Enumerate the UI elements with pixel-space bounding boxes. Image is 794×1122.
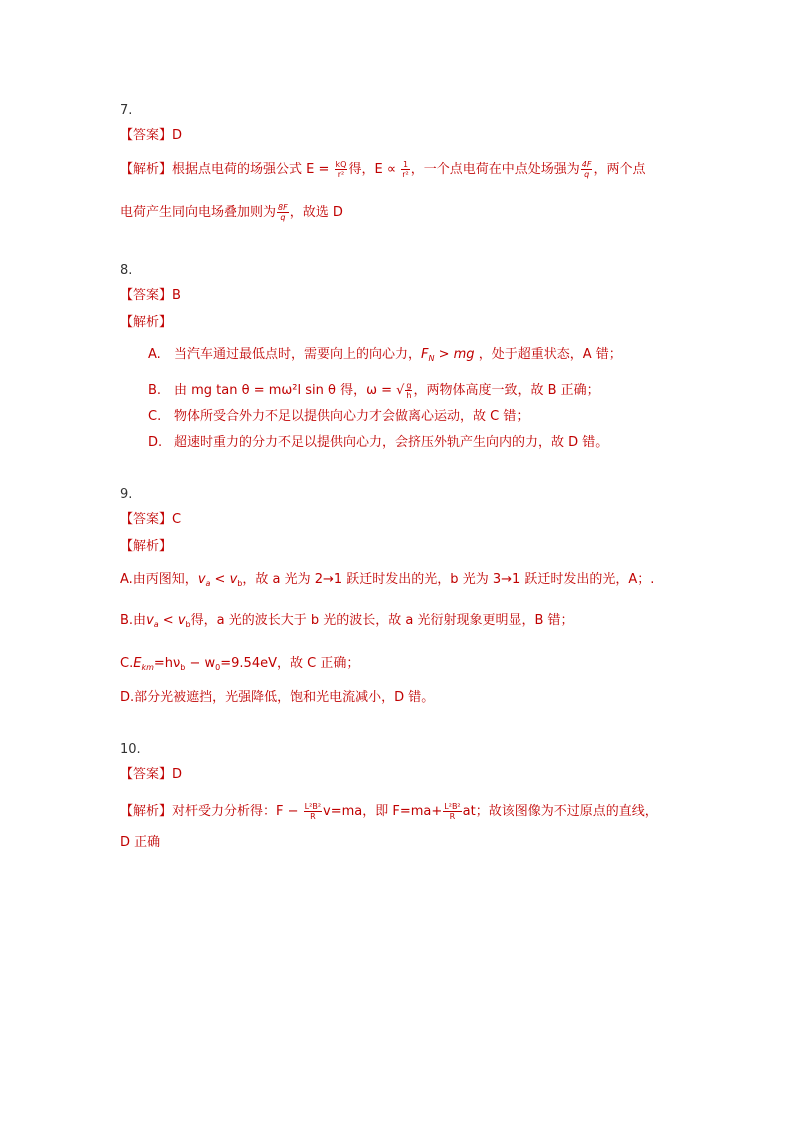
q7-analysis-text: ，故选 D <box>289 205 343 220</box>
option-text: C. <box>120 656 134 671</box>
q7-analysis-text: 得，E ∝ <box>348 162 397 177</box>
formula-text: E <box>133 656 142 671</box>
fraction-numerator: L²B² <box>304 802 322 811</box>
q9-analysis-label: 【解析】 <box>120 539 173 554</box>
fraction-numerator: 4F <box>581 160 592 169</box>
formula-subscript: 0 <box>215 663 221 672</box>
q8-number: 8. <box>120 263 133 278</box>
formula-subscript: b <box>185 620 191 629</box>
option-text: =9.54eV，故 C 正确； <box>220 656 360 671</box>
q10-analysis-text: 对杆受力分析得：F − <box>172 804 299 819</box>
fraction-denominator: q <box>584 170 590 179</box>
q9-number: 9. <box>120 487 133 502</box>
q7-analysis-label: 【解析】 <box>120 162 173 177</box>
q10-analysis <box>120 802 658 821</box>
option-label: C. <box>148 409 162 424</box>
q7-fraction-8f <box>277 203 289 222</box>
q9-answer: 【答案】C <box>120 512 182 527</box>
q7-fraction-1 <box>401 160 410 179</box>
option-text: ，两物体高度一致，故 B 正确； <box>413 383 600 398</box>
option-label: B. <box>148 383 162 398</box>
formula-text: > mg <box>434 347 475 362</box>
fraction-numerator: 8F <box>278 203 288 212</box>
fraction-numerator: L²B² <box>444 802 461 811</box>
formula-subscript: b <box>180 663 186 672</box>
formula-text: < <box>210 572 230 587</box>
fraction-denominator: R <box>449 812 456 821</box>
q9-option-a <box>120 571 654 593</box>
q8-fraction-g-h <box>405 381 412 400</box>
option-text: 当汽车通过最低点时，需要向上的向心力， <box>174 347 422 362</box>
q7-fraction-kq <box>335 160 348 179</box>
q7-analysis-text: 电荷产生同向电场叠加则为 <box>120 205 277 220</box>
option-text: 得，a 光的波长大于 b 光的波长，故 a 光衍射现象更明显，B 错； <box>190 613 574 628</box>
q10-answer: 【答案】D <box>120 767 183 782</box>
formula-subscript: a <box>153 620 159 629</box>
formula-text: v <box>146 613 154 628</box>
option-text: ，处于超重状态，A 错； <box>474 347 622 362</box>
fraction-numerator: 1 <box>402 160 409 169</box>
formula-subscript: km <box>141 663 154 672</box>
q10-analysis-text: v=ma，即 F=ma+ <box>323 804 443 819</box>
formula-text: v <box>197 572 206 587</box>
q10-analysis-text: at；故该图像为不过原点的直线， <box>462 804 658 819</box>
q10-fraction-2 <box>443 802 461 821</box>
q7-analysis-text: 根据点电荷的场强公式 E = <box>172 162 330 177</box>
q8-analysis-label: 【解析】 <box>120 315 173 330</box>
fraction-numerator: kQ <box>335 160 347 169</box>
q10-fraction-1 <box>304 802 322 821</box>
formula-text: < <box>158 613 178 628</box>
formula-text: F <box>421 347 429 362</box>
option-text: 由 mg tan θ = mω²l sin θ 得，ω = √ <box>174 383 405 398</box>
option-text: B.由 <box>120 613 147 628</box>
option-text: ，故 a 光为 2→1 跃迁时发出的光，b 光为 3→1 跃迁时发出的光，A；. <box>242 572 655 587</box>
fraction-denominator: R <box>310 812 316 821</box>
q9-option-b <box>120 612 574 634</box>
q7-analysis <box>120 160 645 179</box>
option-label: D. <box>148 435 163 450</box>
fraction-denominator: r² <box>337 170 345 179</box>
formula-subscript: a <box>205 579 211 588</box>
q7-analysis-line2 <box>120 203 343 222</box>
q7-analysis-text: ，两个点 <box>593 162 646 177</box>
option-label: A. <box>148 347 161 362</box>
fraction-denominator: r² <box>402 170 409 179</box>
formula-subscript: N <box>428 354 435 363</box>
q7-answer: 【答案】D <box>120 128 183 143</box>
option-text: 超速时重力的分力不足以提供向心力，会挤压外轨产生向内的力，故 D 错。 <box>174 435 609 450</box>
q9-option-d: D.部分光被遮挡，光强降低，饱和光电流减小，D 错。 <box>120 690 435 705</box>
q10-number: 10. <box>120 742 141 757</box>
option-text: 物体所受合外力不足以提供向心力才会做离心运动，故 C 错； <box>174 409 530 424</box>
fraction-denominator: h <box>406 391 412 400</box>
q9-option-c <box>120 655 359 677</box>
formula-text: v <box>177 613 186 628</box>
q8-answer: 【答案】B <box>120 288 181 303</box>
q10-analysis-line2: D 正确 <box>120 835 161 850</box>
q10-analysis-label: 【解析】 <box>120 804 173 819</box>
q8-option-d <box>148 434 608 452</box>
q8-option-b <box>148 381 600 400</box>
option-text: A.由丙图知， <box>120 572 198 587</box>
q7-fraction-4f <box>581 160 593 179</box>
fraction-numerator: g <box>406 381 412 390</box>
formula-text: =hν <box>153 656 181 671</box>
q8-option-c <box>148 408 529 426</box>
fraction-denominator: q <box>280 213 286 222</box>
q7-analysis-text: ，一个点电荷在中点处场强为 <box>410 162 580 177</box>
formula-subscript: b <box>237 579 243 588</box>
formula-text: v <box>229 572 238 587</box>
q8-option-a <box>148 346 622 368</box>
q7-number: 7. <box>120 103 133 118</box>
formula-text: − w <box>185 656 216 671</box>
